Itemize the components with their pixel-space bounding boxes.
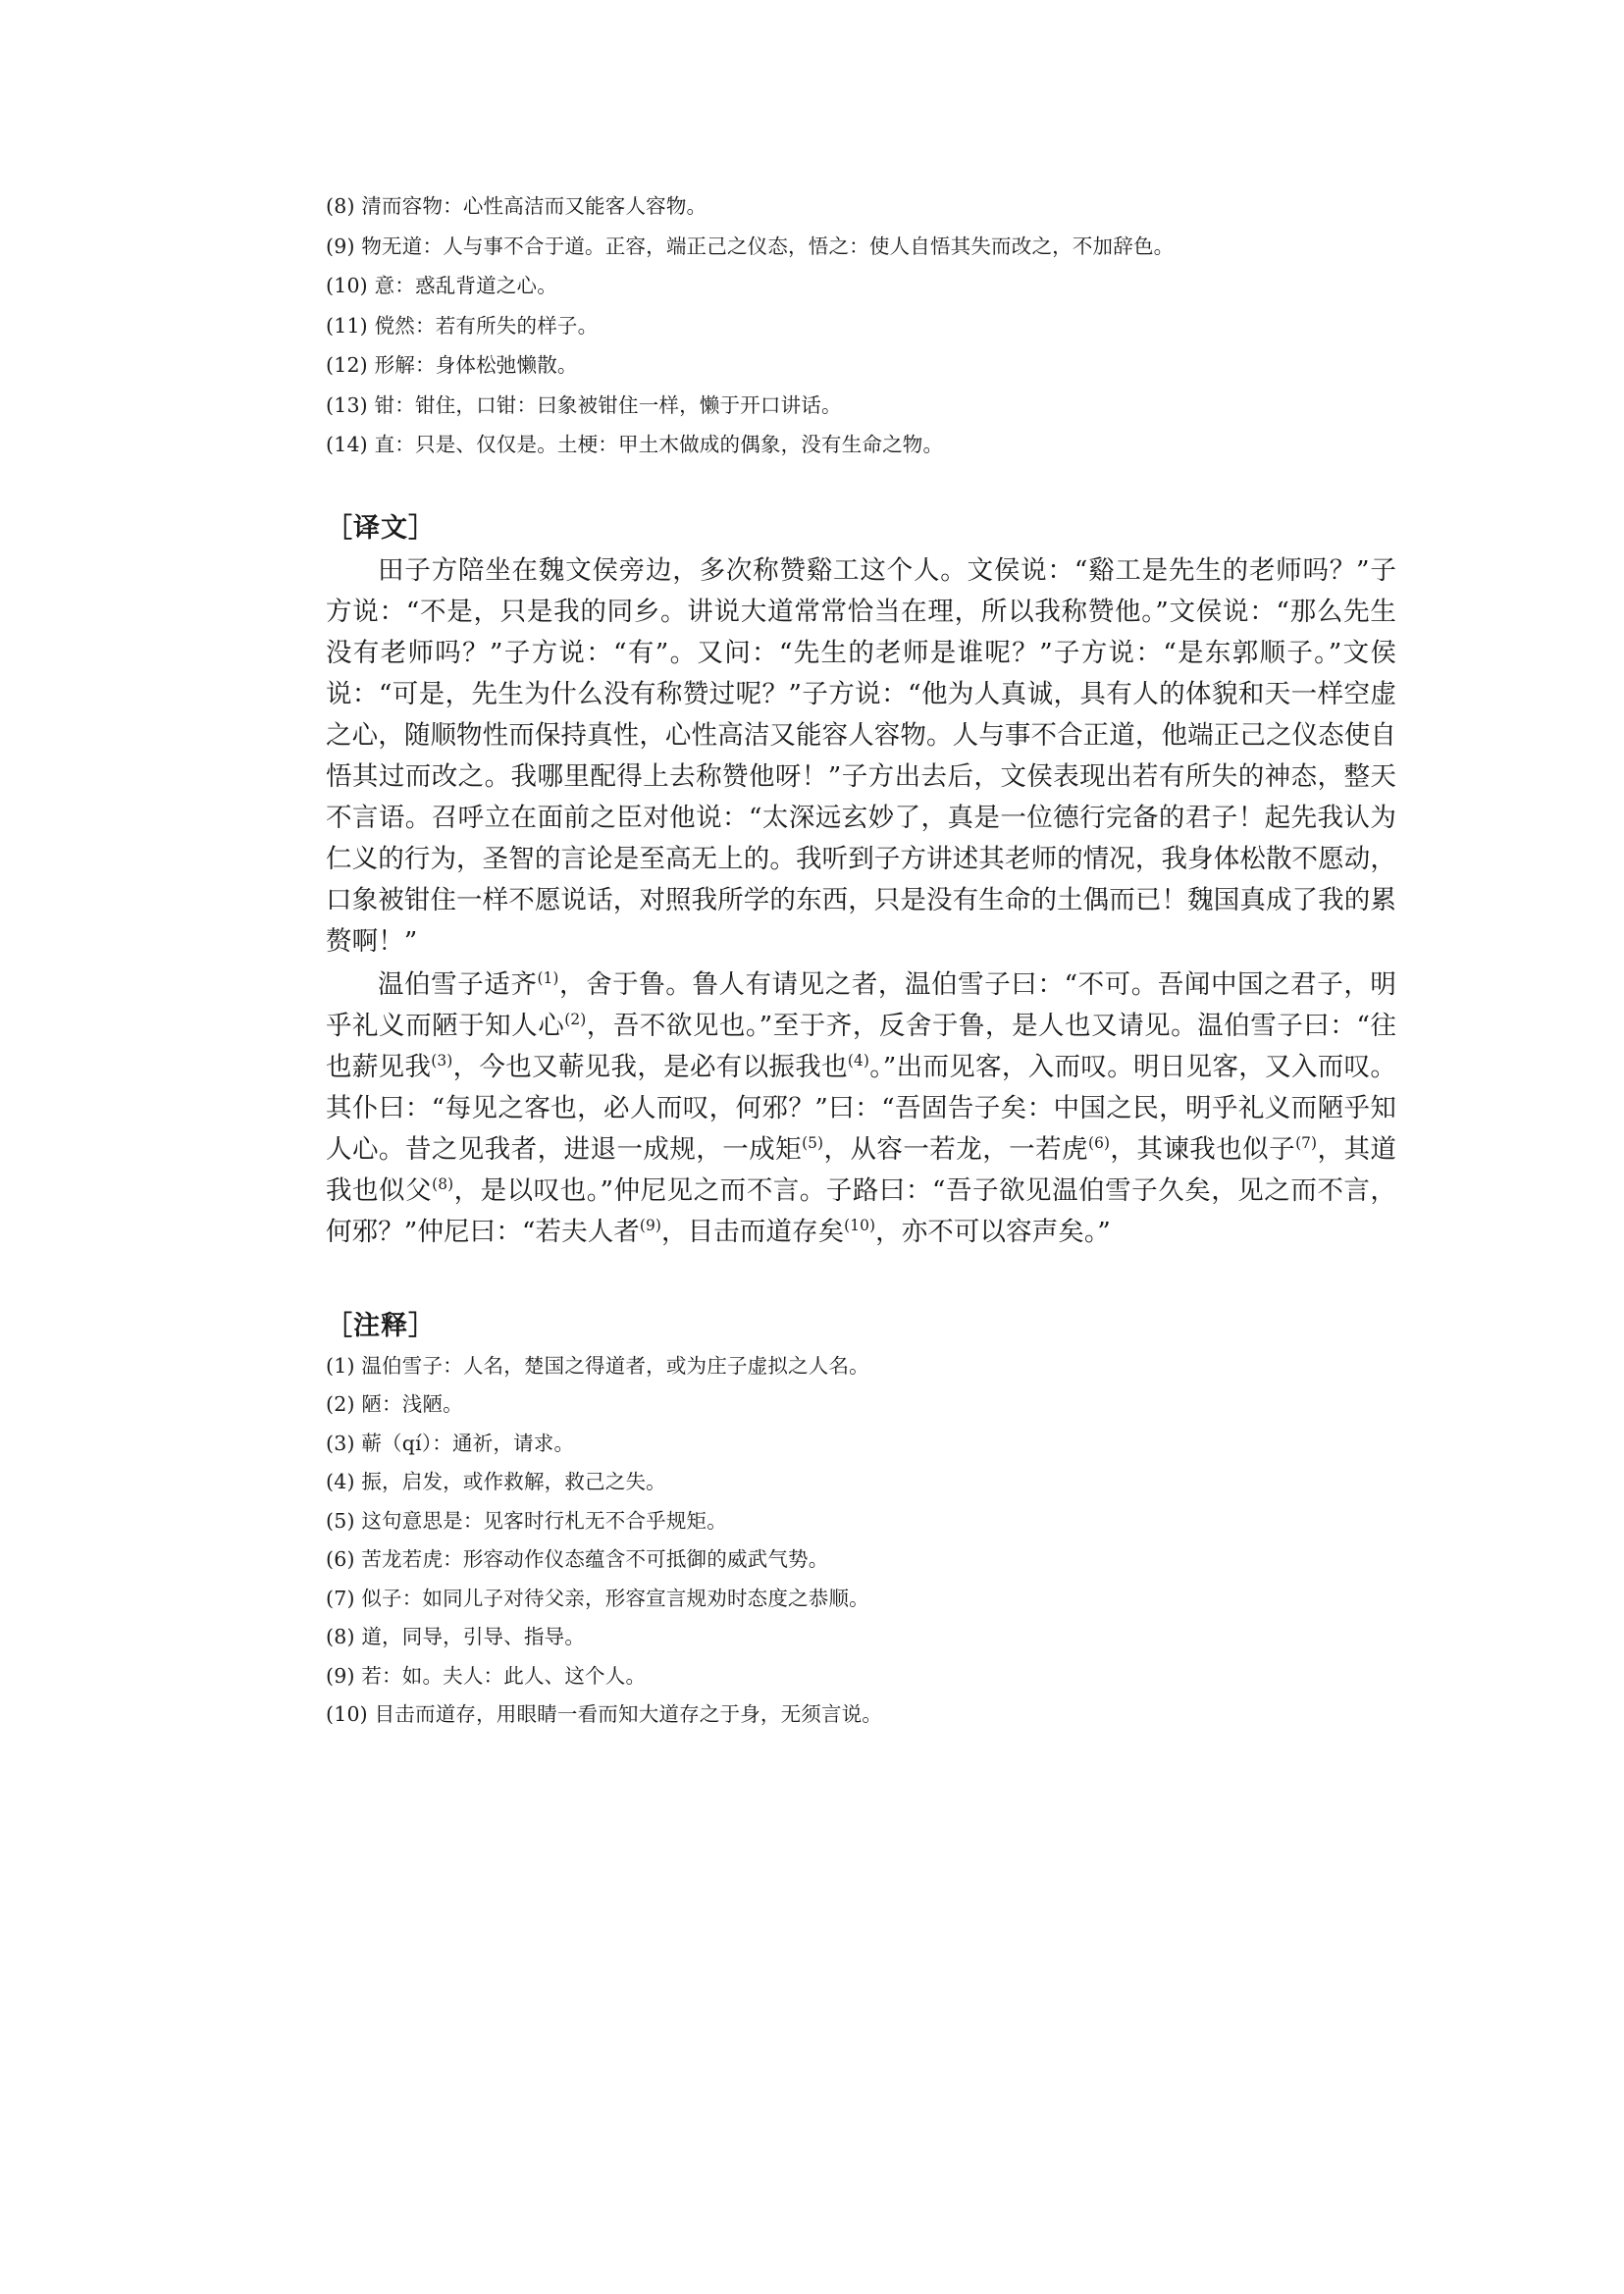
classical-text-paragraph	[326, 965, 1396, 1253]
note-marker: (4)	[847, 1051, 869, 1069]
annotation-item: (3) 蕲（qí）：通祈，请求。	[326, 1431, 575, 1455]
text-run: ，舍于鲁。鲁人有请见之者，温伯雪子曰：“不可。吾闻中国之君子，明乎礼义而陋于知人心	[326, 968, 1397, 1041]
top-annotations-block	[326, 196, 1396, 455]
translation-paragraph: 田子方陪坐在魏文侯旁边，多次称赞谿工这个人。文侯说：“谿工是先生的老师吗？”子方说：“不是，只是我的同乡。讲说大道常常恰当在理，所以我称赞他。”文侯说：“那么先生没有老师吗？”子方说：“有”。又问：“先生的老师是谁呢？”子方说：“是东郭顺子。”文侯说：“可是，先生为什么没有称赞过呢？”子方说：“他为人真诚，具有人的体貌和天一样空虚之心，随顺物性而保持真性，心性高洁又能容人容物。人与事不合正道，他端正己之仪态使自悟其过而改之。我哪里配得上去称赞他呀！”子方出去后，文侯表现出若有所失的神态，整天不言语。召呼立在面前之臣对他说：“太深远玄妙了，真是一位德行完备的君子！起先我认为仁义的行为，圣智的言论是至高无上的。我听到子方讲述其老师的情况，我身体松散不愿动，口象被钳住一样不愿说话，对照我所学的东西，只是没有生命的土偶而已！魏国真成了我的累赘啊！”	[326, 554, 1396, 957]
text-run: ，是以叹也。”仲尼见之而不言。子路曰：“吾子欲见温伯雪子久矣，见之而不言，何邪？”仲尼曰：“若夫人者	[326, 1174, 1396, 1247]
annotation-item: (6) 苦龙若虎：形容动作仪态蕴含不可抵御的威武气势。	[326, 1547, 829, 1571]
note-marker: (1)	[537, 968, 559, 987]
annotation-item: (8) 清而容物：心性高洁而又能客人容物。	[326, 194, 707, 218]
text-run: ，其道我也似父	[326, 1133, 1396, 1206]
annotation-item: (10) 目击而道存，用眼睛一看而知大道存之于身，无须言说。	[326, 1702, 883, 1726]
text-run: ，今也又蕲见我，是必有以振我也	[452, 1051, 848, 1082]
text-run: ，亦不可以容声矣。”	[875, 1216, 1111, 1247]
annotation-item: (1) 温伯雪子：人名，楚国之得道者，或为庄子虚拟之人名。	[326, 1353, 869, 1378]
text-run: 。”出而见客，入而叹。明日见客，又入而叹。其仆曰：“每见之客也，必人而叹，何邪？”曰：“吾固告子矣：中国之民，明乎礼义而陋乎知人心。昔之见我者，进退一成规，一成矩	[326, 1051, 1397, 1165]
text-run: ，吾不欲见也。”至于齐，反舍于鲁，是人也又请见。温伯雪子曰：“往也薪见我	[326, 1010, 1397, 1082]
note-marker: (6)	[1088, 1133, 1111, 1152]
note-marker: (2)	[564, 1010, 587, 1028]
note-marker: (8)	[432, 1174, 454, 1193]
text-run: ，从容一若龙，一若虎	[823, 1133, 1089, 1165]
note-marker: (7)	[1295, 1133, 1318, 1152]
annotation-item: (10) 意：惑乱背道之心。	[326, 274, 557, 297]
annotation-item: (5) 这句意思是：见客时行札无不合乎规矩。	[326, 1508, 727, 1533]
text-run: 温伯雪子适齐	[378, 968, 538, 1000]
text-run: ，目击而道存矣	[660, 1216, 845, 1247]
annotation-item: (11) 傥然：若有所失的样子。	[326, 313, 599, 338]
annotation-item: (9) 若：如。夫人：此人、这个人。	[326, 1663, 647, 1688]
notes-heading: ［注释］	[326, 1310, 436, 1341]
annotation-item: (13) 钳：钳住，口钳：曰象被钳住一样，懒于开口讲话。	[326, 392, 842, 417]
note-marker: (10)	[844, 1216, 876, 1234]
note-marker: (3)	[431, 1051, 453, 1069]
annotation-item: (4) 振，启发，或作救解，救己之失。	[326, 1470, 666, 1493]
annotation-item: (7) 似子：如同儿子对待父亲，形容宣言规劝时态度之恭顺。	[326, 1586, 869, 1610]
translation-heading: ［译文］	[326, 512, 436, 544]
text-run: ，其谏我也似子	[1110, 1133, 1296, 1165]
annotation-item: (14) 直：只是、仅仅是。土梗：甲土木做成的偶象，没有生命之物。	[326, 433, 944, 456]
note-marker: (9)	[639, 1216, 661, 1234]
annotation-item: (12) 形解：身体松弛懒散。	[326, 353, 578, 377]
annotation-item: (8) 道，同导，引导、指导。	[326, 1625, 586, 1648]
note-marker: (5)	[802, 1133, 824, 1152]
bottom-annotations-block	[326, 1353, 1396, 1726]
annotation-item: (2) 陋：浅陋。	[326, 1392, 463, 1416]
annotation-item: (9) 物无道：人与事不合于道。正容，端正己之仪态，悟之：使人自悟其失而改之，不加辞色。	[326, 234, 1175, 258]
